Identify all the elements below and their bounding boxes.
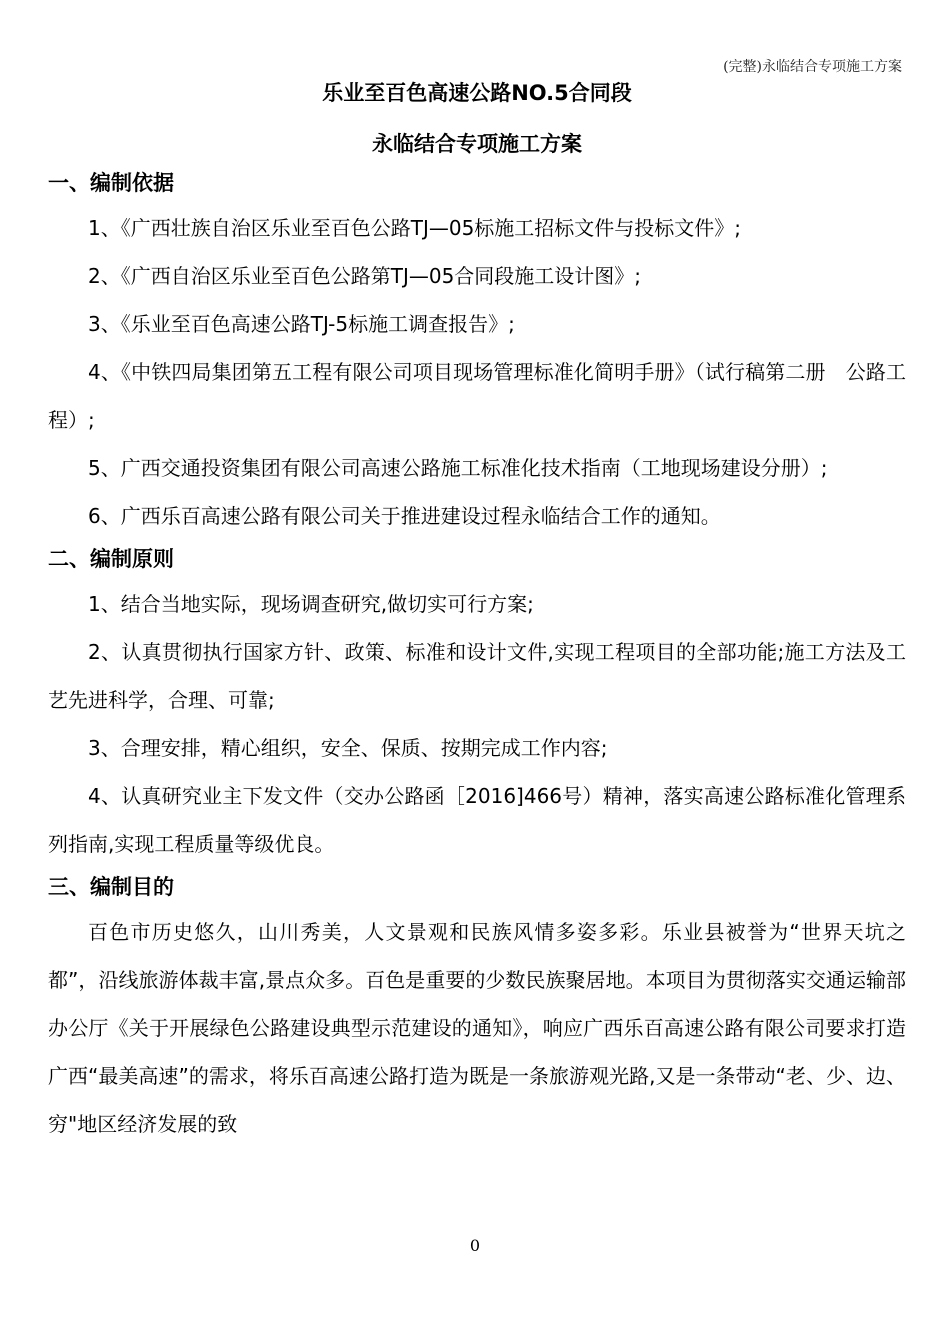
document-title: 乐业至百色高速公路NO.5合同段 (322, 81, 632, 105)
paragraph: 3、合理安排，精心组织，安全、保质、按期完成工作内容; (88, 736, 608, 760)
paragraph: 3、《乐业至百色高速公路TJ-5标施工调查报告》; (88, 312, 515, 336)
paragraph: 2、认真贯彻执行国家方针、政策、标准和设计文件,实现工程项目的全部功能;施工方法及工艺先进科学，合理、可靠; (48, 640, 906, 712)
paragraph: 4、《中铁四局集团第五工程有限公司项目现场管理标准化简明手册》（试行稿第二册 公路工程）; (48, 360, 906, 432)
paragraph: 5、广西交通投资集团有限公司高速公路施工标准化技术指南（工地现场建设分册）; (88, 456, 828, 480)
paragraph: 百色市历史悠久，山川秀美，人文景观和民族风情多姿多彩。乐业县被誉为“世界天坑之都”，沿线旅游体裁丰富,景点众多。百色是重要的少数民族聚居地。本项目为贯彻落实交通运输部办公厅《关于开展绿色公路建设典型示范建设的通知》，响应广西乐百高速公路有限公司要求打造广西“最美高速”的需求，将乐百高速公路打造为既是一条旅游观光路,又是一条带动“老、少、边、穷"地区经济发展的致 (48, 920, 906, 1136)
page-number: 0 (469, 1236, 481, 1255)
section-heading-basis: 一、编制依据 (48, 171, 174, 195)
paragraph: 1、《广西壮族自治区乐业至百色公路TJ—05标施工招标文件与投标文件》; (88, 216, 742, 240)
section-heading-principles: 二、编制原则 (48, 547, 174, 571)
header-note: (完整)永临结合专项施工方案 (723, 59, 902, 75)
paragraph: 1、结合当地实际，现场调查研究,做切实可行方案; (88, 592, 534, 616)
document-body (48, 78, 906, 1148)
paragraph: 2、《广西自治区乐业至百色公路第TJ—05合同段施工设计图》; (88, 264, 642, 288)
paragraph: 4、认真研究业主下发文件（交办公路函［2016]466号）精神，落实高速公路标准化管理系列指南,实现工程质量等级优良。 (48, 784, 906, 856)
section-heading-purpose: 三、编制目的 (48, 875, 174, 899)
paragraph: 6、广西乐百高速公路有限公司关于推进建设过程永临结合工作的通知。 (88, 504, 721, 528)
document-subtitle: 永临结合专项施工方案 (372, 132, 582, 156)
